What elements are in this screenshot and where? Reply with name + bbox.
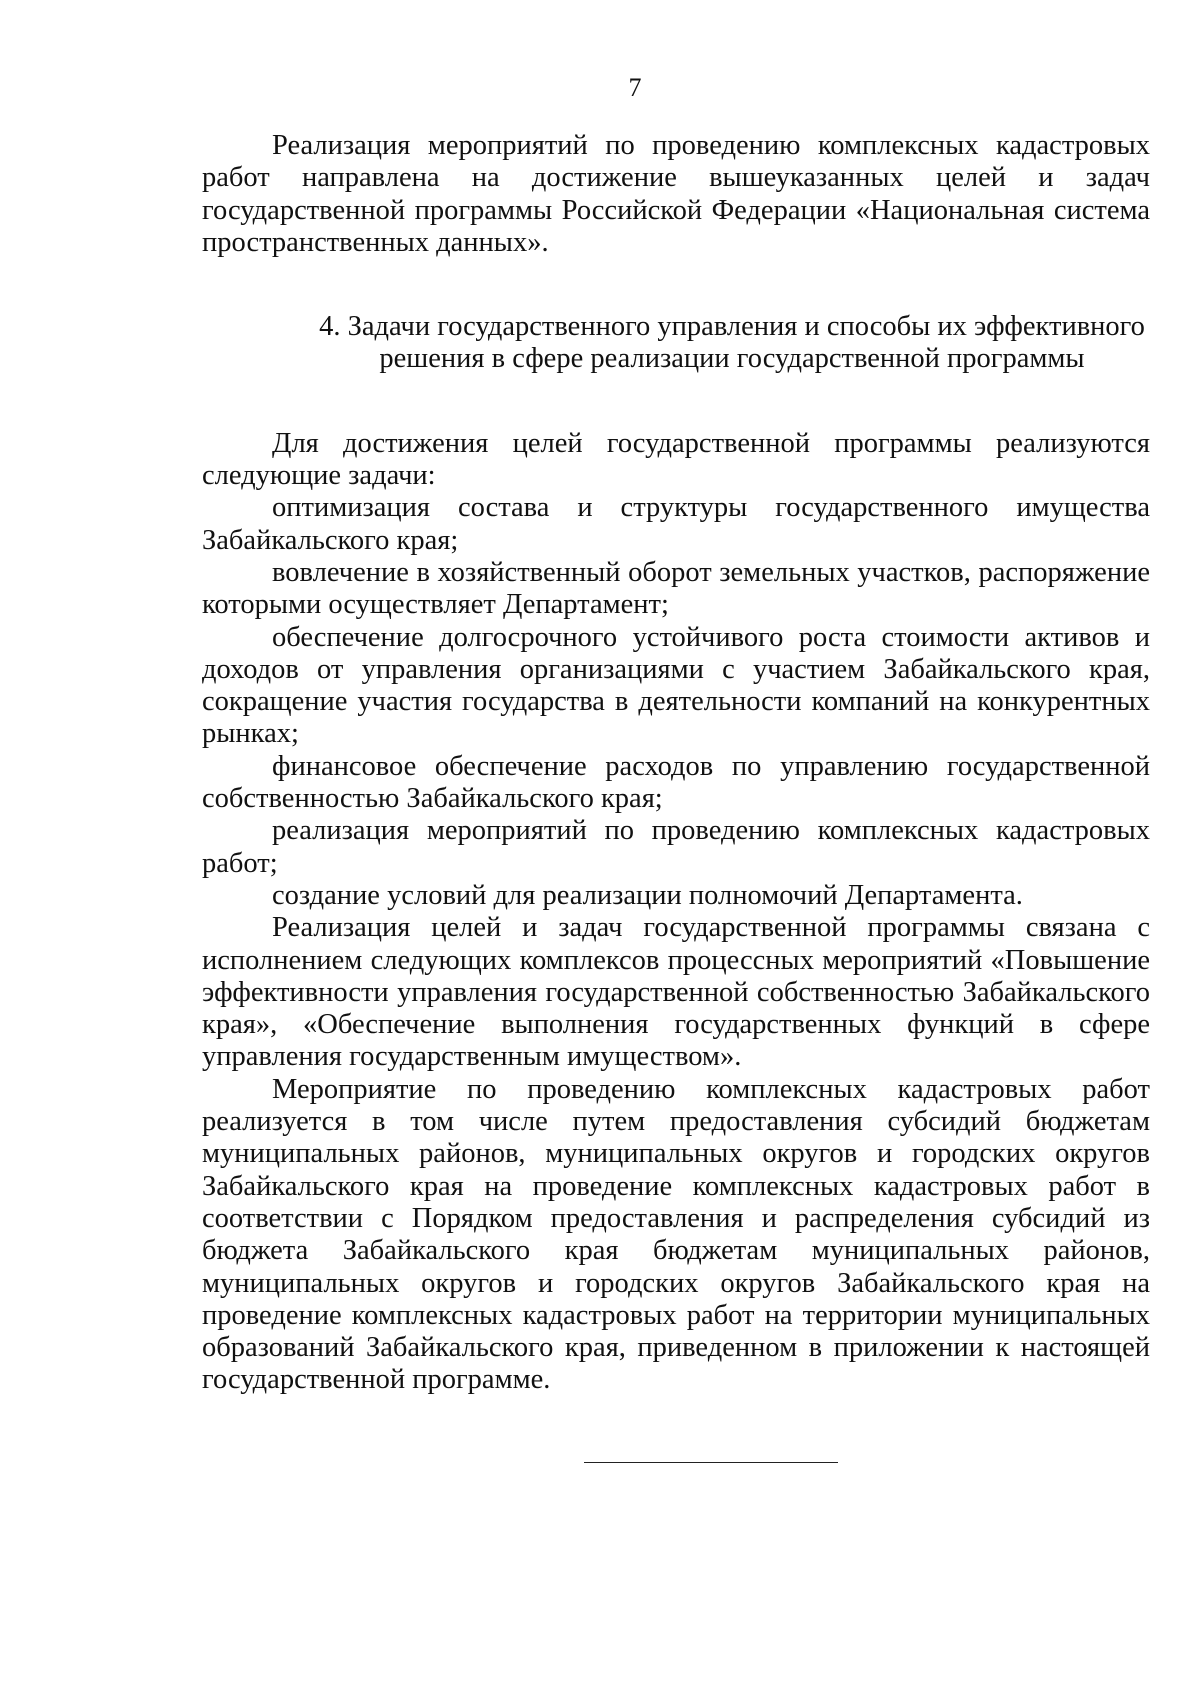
list-item-task: вовлечение в хозяйственный оборот земельных участков, распоряжение которыми осуществляет Департамент; xyxy=(202,556,1150,621)
paragraph-implementation: Реализация целей и задач государственной программы связана с исполнением следующих комплексов процессных мероприятий «Повышение эффективности управления государственной собственностью Забайкальского края», «Обеспечение выполнения государственных функций в сфере управления государственным имуществом». xyxy=(202,912,1150,1073)
paragraph-subsidies: Мероприятие по проведению комплексных кадастровых работ реализуется в том числе путем предоставления субсидий бюджетам муниципальных районов, муниципальных округов и городских округов Забайкальского края на проведение комплексных кадастровых работ в соответствии с Порядком предоставления и распределения субсидий из бюджета Забайкальского края бюджетам муниципальных районов, муниципальных округов и городских округов Забайкальского края на проведение комплексных кадастровых работ на территории муниципальных образований Забайкальского края, приведенном в приложении к настоящей государственной программе. xyxy=(202,1073,1150,1396)
section-heading xyxy=(202,311,1150,376)
document-body xyxy=(202,130,1150,1397)
list-item-task: финансовое обеспечение расходов по управлению государственной собственностью Забайкальского края; xyxy=(202,750,1150,815)
section-heading-line-1: 4. Задачи государственного управления и способы их эффективного xyxy=(319,311,1145,343)
section-heading-line-2: решения в сфере реализации государственной программы xyxy=(379,343,1085,375)
list-item-task: создание условий для реализации полномочий Департамента. xyxy=(272,879,1023,911)
page-number: 7 xyxy=(628,73,642,102)
list-item-task: реализация мероприятий по проведению комплексных кадастровых работ; xyxy=(202,815,1150,879)
end-separator-line xyxy=(584,1462,838,1463)
intro-paragraph: Реализация мероприятий по проведению комплексных кадастровых работ направлена на достижение вышеуказанных целей и задач государственной программы Российской Федерации «Национальная система пространственных данных». xyxy=(202,130,1150,258)
list-item-task: оптимизация состава и структуры государственного имущества Забайкальского края; xyxy=(202,492,1150,556)
list-item-task: обеспечение долгосрочного устойчивого роста стоимости активов и доходов от управления организациями с участием Забайкальского края, сокращение участия государства в деятельности компаний на конкурентных рынках; xyxy=(202,621,1150,750)
paragraph-tasks-intro: Для достижения целей государственной программы реализуются следующие задачи: xyxy=(202,427,1150,492)
